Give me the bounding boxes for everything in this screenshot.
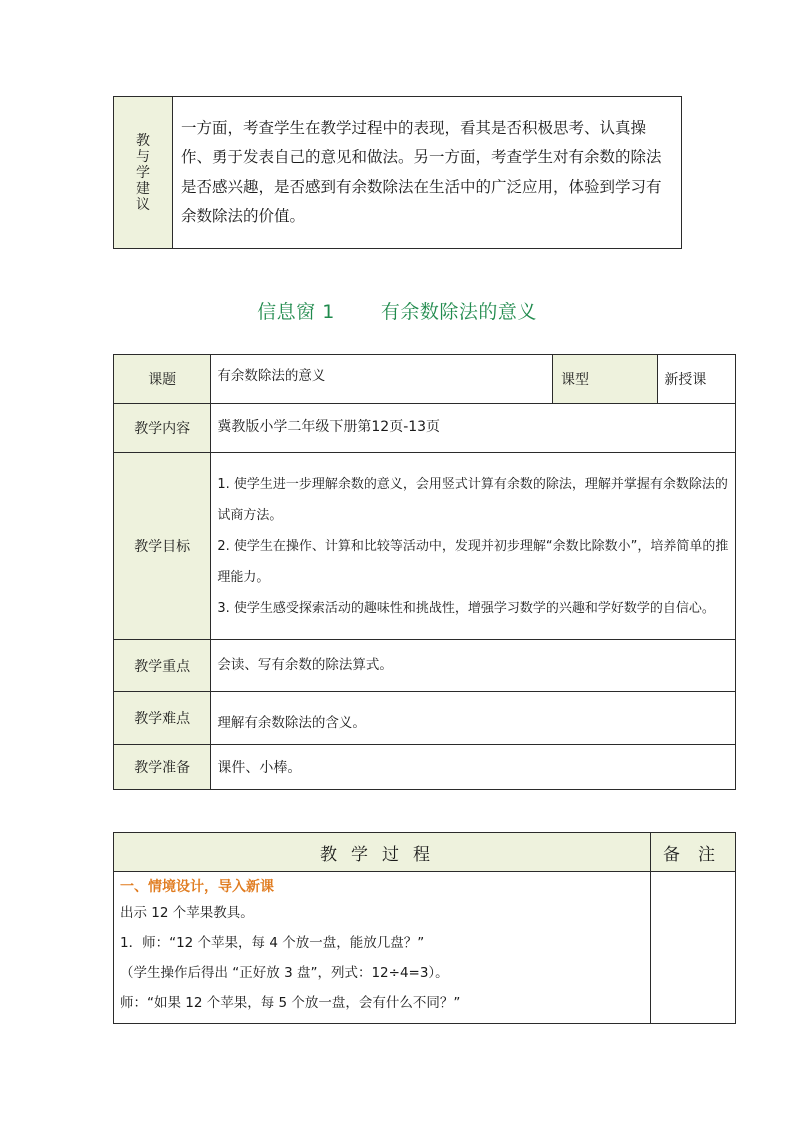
goal-item: 3. 使学生感受探索活动的趣味性和挑战性，增强学习数学的兴趣和学好数学的自信心。 bbox=[217, 600, 715, 616]
content-label: 教学内容 bbox=[114, 404, 211, 453]
goals-cell bbox=[211, 453, 736, 640]
goal-item: 1. 使学生进一步理解余数的意义，会用竖式计算有余数的除法，理解并掌握有余数除法的试商方法。 bbox=[217, 476, 728, 523]
lesson-heading bbox=[0, 297, 794, 324]
content-value: 冀教版小学二年级下册第12页-13页 bbox=[211, 404, 736, 453]
suggestion-label-cell bbox=[114, 97, 173, 249]
section-title: 一、情境设计，导入新课 bbox=[120, 879, 274, 895]
teaching-process-table bbox=[113, 832, 736, 1024]
process-content bbox=[114, 872, 651, 1024]
teaching-suggestion-table bbox=[113, 96, 682, 249]
key-point-label: 教学重点 bbox=[114, 640, 211, 692]
suggestion-text: 一方面，考查学生在教学过程中的表现，看其是否积极思考、认真操作、勇于发表自己的意见和做法。另一方面，考查学生对有余数的除法是否感兴趣，是否感到有余数除法在生活中的广泛应用，体验到学习有余数除法的价值。 bbox=[173, 97, 682, 249]
topic-value: 有余数除法的意义 bbox=[211, 355, 553, 404]
notes-cell bbox=[651, 872, 736, 1024]
key-point-value: 会读、写有余数的除法算式。 bbox=[211, 640, 736, 692]
prep-label: 教学准备 bbox=[114, 745, 211, 790]
suggestion-label: 教与学建议 bbox=[136, 132, 150, 213]
difficulty-label: 教学难点 bbox=[114, 692, 211, 745]
heading-title: 有余数除法的意义 bbox=[380, 301, 537, 323]
topic-label: 课题 bbox=[114, 355, 211, 404]
type-label: 课型 bbox=[552, 355, 657, 404]
lesson-info-table bbox=[113, 354, 736, 790]
type-value: 新授课 bbox=[658, 355, 736, 404]
notes-header: 备注 bbox=[651, 833, 736, 872]
prep-value: 课件、小棒。 bbox=[211, 745, 736, 790]
goal-item: 2. 使学生在操作、计算和比较等活动中，发现并初步理解“余数比除数小”，培养简单的推理能力。 bbox=[217, 538, 729, 585]
goals-label: 教学目标 bbox=[114, 453, 211, 640]
heading-window: 信息窗 1 bbox=[257, 301, 335, 323]
process-header: 教学过程 bbox=[114, 833, 651, 872]
process-line: 1．师：“12 个苹果，每 4 个放一盘，能放几盘？” bbox=[120, 935, 425, 951]
difficulty-value: 理解有余数除法的含义。 bbox=[211, 692, 736, 745]
process-line: （学生操作后得出 “正好放 3 盘”，列式：12÷4=3）。 bbox=[120, 965, 449, 981]
process-line: 出示 12 个苹果教具。 bbox=[120, 905, 254, 921]
process-line: 师：“如果 12 个苹果，每 5 个放一盘，会有什么不同？” bbox=[120, 995, 461, 1011]
